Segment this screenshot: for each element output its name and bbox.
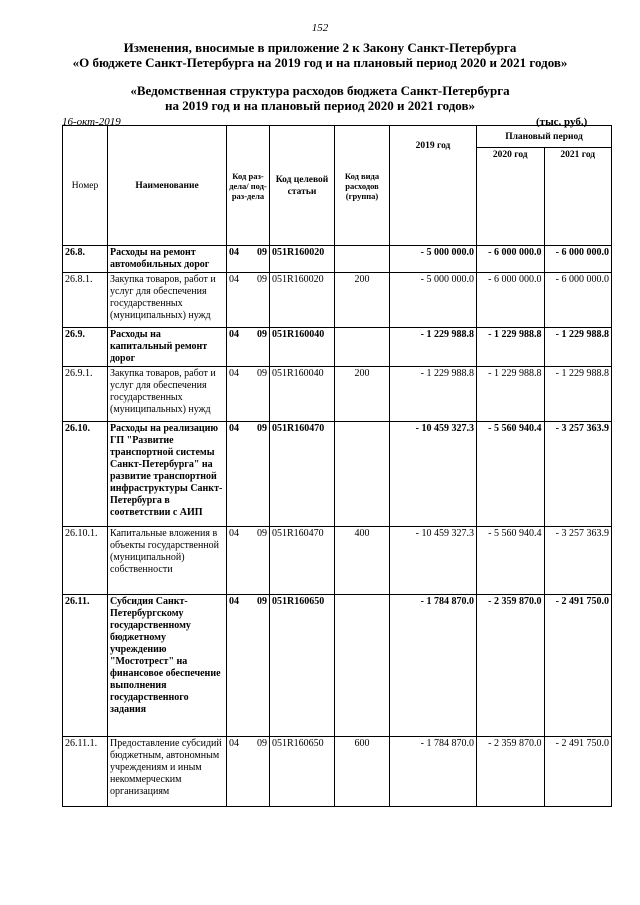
row-value-2019: - 10 459 327.3 bbox=[390, 527, 477, 595]
row-name: Расходы на капитальный ремонт дорог bbox=[108, 328, 227, 367]
row-subsection: 09 bbox=[248, 422, 270, 527]
document-date: 16-окт-2019 bbox=[62, 116, 121, 128]
row-target-code: 051R160020 bbox=[270, 246, 335, 273]
row-name: Субсидия Санкт-Петербургскому государственному бюджетному учреждению "Мостотрест" на финансовое обеспечение выполнения государственного задания bbox=[108, 595, 227, 737]
row-value-2020: - 2 359 870.0 bbox=[477, 595, 545, 737]
row-value-2021: - 1 229 988.8 bbox=[544, 367, 612, 422]
row-number: 26.9. bbox=[63, 328, 108, 367]
row-value-2021: - 6 000 000.0 bbox=[544, 273, 612, 328]
row-value-2021: - 6 000 000.0 bbox=[544, 246, 612, 273]
header-name: Наименование bbox=[108, 126, 227, 246]
row-name: Расходы на ремонт автомобильных дорог bbox=[108, 246, 227, 273]
row-target-code: 051R160470 bbox=[270, 527, 335, 595]
page-number: 152 bbox=[311, 22, 329, 34]
row-number: 26.11. bbox=[63, 595, 108, 737]
table-row bbox=[63, 422, 612, 527]
row-name: Капитальные вложения в объекты государственной (муниципальной) собственности bbox=[108, 527, 227, 595]
row-value-2019: - 5 000 000.0 bbox=[390, 273, 477, 328]
row-name: Предоставление субсидий бюджетным, автономным учреждениям и иным некоммерческим организациям bbox=[108, 737, 227, 807]
row-subsection: 09 bbox=[248, 246, 270, 273]
row-section: 04 bbox=[227, 246, 249, 273]
row-target-code: 051R160020 bbox=[270, 273, 335, 328]
row-number: 26.10.1. bbox=[63, 527, 108, 595]
appendix-title-line-1: «Ведомственная структура расходов бюджета Санкт-Петербурга bbox=[130, 83, 510, 98]
row-number: 26.9.1. bbox=[63, 367, 108, 422]
row-section: 04 bbox=[227, 367, 249, 422]
row-value-2019: - 5 000 000.0 bbox=[390, 246, 477, 273]
row-subsection: 09 bbox=[248, 273, 270, 328]
row-subsection: 09 bbox=[248, 527, 270, 595]
header-number: Номер bbox=[63, 126, 108, 246]
table-row bbox=[63, 246, 612, 273]
header-expense-code: Код вида расходов (группа) bbox=[335, 126, 390, 246]
row-value-2020: - 1 229 988.8 bbox=[477, 367, 545, 422]
row-subsection: 09 bbox=[248, 737, 270, 807]
row-expense-code bbox=[335, 422, 390, 527]
header-2019: 2019 год bbox=[390, 126, 477, 246]
table-row bbox=[63, 273, 612, 328]
row-subsection: 09 bbox=[248, 595, 270, 737]
row-expense-code: 200 bbox=[335, 367, 390, 422]
row-value-2020: - 2 359 870.0 bbox=[477, 737, 545, 807]
row-expense-code: 200 bbox=[335, 273, 390, 328]
header-section-code: Код раз-дела/ под-раз-дела bbox=[227, 126, 270, 246]
row-value-2021: - 3 257 363.9 bbox=[544, 527, 612, 595]
row-value-2019: - 1 229 988.8 bbox=[390, 367, 477, 422]
header-target-code: Код целевой статьи bbox=[270, 126, 335, 246]
row-section: 04 bbox=[227, 328, 249, 367]
row-value-2019: - 10 459 327.3 bbox=[390, 422, 477, 527]
row-value-2020: - 6 000 000.0 bbox=[477, 273, 545, 328]
row-section: 04 bbox=[227, 737, 249, 807]
row-value-2021: - 2 491 750.0 bbox=[544, 595, 612, 737]
row-expense-code bbox=[335, 246, 390, 273]
row-section: 04 bbox=[227, 273, 249, 328]
row-subsection: 09 bbox=[248, 367, 270, 422]
units-label: (тыс. руб.) bbox=[536, 116, 588, 128]
row-number: 26.11.1. bbox=[63, 737, 108, 807]
row-name: Закупка товаров, работ и услуг для обеспечения государственных (муниципальных) нужд bbox=[108, 367, 227, 422]
row-value-2019: - 1 229 988.8 bbox=[390, 328, 477, 367]
row-subsection: 09 bbox=[248, 328, 270, 367]
row-expense-code: 600 bbox=[335, 737, 390, 807]
row-name: Закупка товаров, работ и услуг для обеспечения государственных (муниципальных) нужд bbox=[108, 273, 227, 328]
row-value-2020: - 1 229 988.8 bbox=[477, 328, 545, 367]
row-number: 26.8.1. bbox=[63, 273, 108, 328]
row-value-2021: - 1 229 988.8 bbox=[544, 328, 612, 367]
row-target-code: 051R160650 bbox=[270, 737, 335, 807]
row-target-code: 051R160650 bbox=[270, 595, 335, 737]
row-number: 26.8. bbox=[63, 246, 108, 273]
row-section: 04 bbox=[227, 595, 249, 737]
table-row bbox=[63, 595, 612, 737]
header-planned-period: Плановый период bbox=[477, 126, 612, 148]
row-name: Расходы на реализацию ГП "Развитие транспортной системы Санкт-Петербурга" на развитие транспортной инфраструктуры Санкт-Петербурга в соответствии с АИП bbox=[108, 422, 227, 527]
row-section: 04 bbox=[227, 527, 249, 595]
table-row bbox=[63, 527, 612, 595]
row-value-2020: - 5 560 940.4 bbox=[477, 422, 545, 527]
row-target-code: 051R160040 bbox=[270, 328, 335, 367]
row-value-2021: - 2 491 750.0 bbox=[544, 737, 612, 807]
row-value-2020: - 5 560 940.4 bbox=[477, 527, 545, 595]
row-target-code: 051R160470 bbox=[270, 422, 335, 527]
row-target-code: 051R160040 bbox=[270, 367, 335, 422]
budget-table bbox=[62, 125, 612, 807]
row-value-2021: - 3 257 363.9 bbox=[544, 422, 612, 527]
table-row bbox=[63, 328, 612, 367]
header-2020: 2020 год bbox=[477, 148, 545, 246]
row-number: 26.10. bbox=[63, 422, 108, 527]
row-expense-code bbox=[335, 595, 390, 737]
document-title-line-2: «О бюджете Санкт-Петербурга на 2019 год и на плановый период 2020 и 2021 годов» bbox=[72, 55, 568, 70]
row-expense-code bbox=[335, 328, 390, 367]
row-value-2020: - 6 000 000.0 bbox=[477, 246, 545, 273]
row-section: 04 bbox=[227, 422, 249, 527]
appendix-title-line-2: на 2019 год и на плановый период 2020 и 2021 годов» bbox=[164, 98, 475, 113]
row-value-2019: - 1 784 870.0 bbox=[390, 595, 477, 737]
table-row bbox=[63, 737, 612, 807]
table-body bbox=[63, 246, 612, 807]
document-title-line-1: Изменения, вносимые в приложение 2 к Закону Санкт-Петербурга bbox=[123, 40, 517, 55]
header-2021: 2021 год bbox=[544, 148, 612, 246]
row-expense-code: 400 bbox=[335, 527, 390, 595]
row-value-2019: - 1 784 870.0 bbox=[390, 737, 477, 807]
table-row bbox=[63, 367, 612, 422]
